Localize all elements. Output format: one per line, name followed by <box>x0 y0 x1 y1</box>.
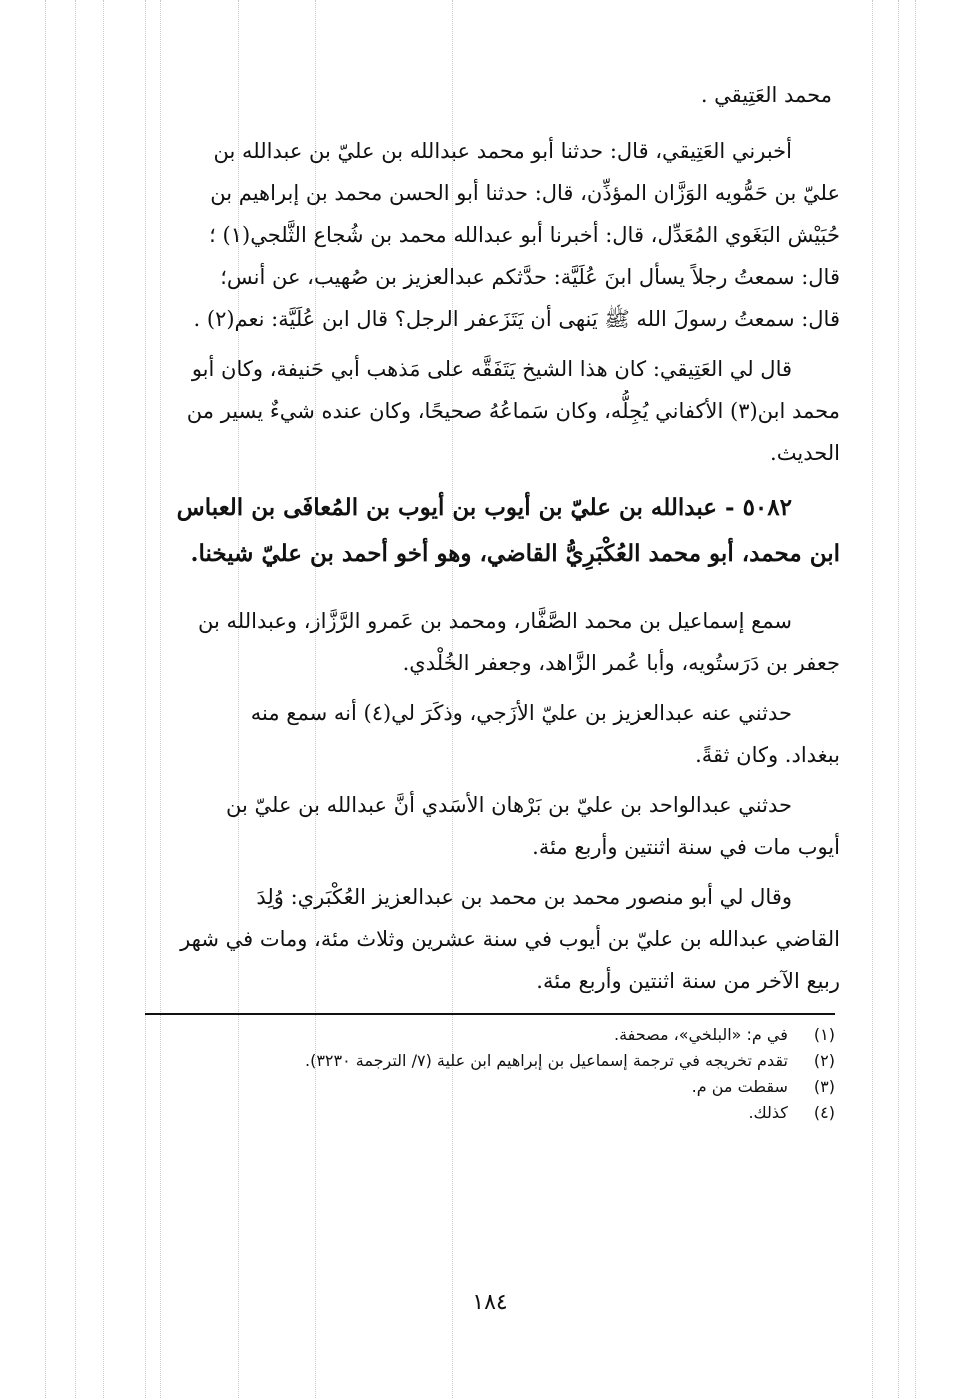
running-head: محمد العَتِيقي . <box>700 83 832 107</box>
scan-artifact-line <box>915 0 916 1398</box>
text-line: عليّ بن حَمُّويه الوَزَّان المؤذِّن، قال: حدثنا أبو الحسن محمد بن إبراهيم بن <box>210 181 840 205</box>
footnote-number: (١) <box>813 1025 835 1044</box>
text-line: قال: سمعتُ رسولَ الله ﷺ يَنهى أن يَتَزَعفر الرجل؟ قال ابن عُلَيَّة: نعم(٢) . <box>193 307 840 331</box>
footnote-text: كذلك. <box>748 1103 788 1122</box>
text-line: أخبرني العَتِيقي، قال: حدثنا أبو محمد عبدالله بن عليّ بن عبدالله بن <box>213 139 792 163</box>
text-line: أيوب مات في سنة اثنتين وأربع مئة. <box>532 835 840 859</box>
text-line: قال: سمعتُ رجلاً يسأل ابنَ عُلَيَّة: حدَّثكم عبدالعزيز بن صُهيب، عن أنس؛ <box>220 265 840 289</box>
text-line: سمع إسماعيل بن محمد الصَّفَّار، ومحمد بن عَمرو الرَّزَّاز، وعبدالله بن <box>198 609 792 633</box>
heading-line: ٥٠٨٢ - عبدالله بن عليّ بن أيوب بن أيوب بن المُعافَى بن العباس <box>176 494 792 521</box>
text-line: حدثني عنه عبدالعزيز بن عليّ الأزَجي، وذكَرَ لي(٤) أنه سمع منه <box>250 701 792 725</box>
page-number: ١٨٤ <box>472 1290 508 1315</box>
footnote-number: (٤) <box>813 1103 835 1122</box>
footnote <box>145 1074 835 1100</box>
footnote-number: (٢) <box>813 1051 835 1070</box>
scan-artifact-line <box>75 0 76 1398</box>
text-line: القاضي عبدالله بن عليّ بن أيوب في سنة عشرين وثلاث مئة، ومات في شهر <box>180 927 840 951</box>
footnote-number: (٣) <box>813 1077 835 1096</box>
paragraph-teachers <box>145 600 840 684</box>
heading-line: ابن محمد، أبو محمد العُكْبَرِيُّ القاضي، وهو أخو أحمد بن عليّ شيخنا. <box>190 540 840 567</box>
scan-artifact-line <box>103 0 104 1398</box>
text-line: محمد ابن(٣) الأكفاني يُجِلُّه، وكان سَماعُهُ صحيحًا، وكان عنده شيءٌ يسير من <box>186 399 840 423</box>
footnote <box>145 1100 835 1126</box>
paragraph-narration <box>145 130 840 340</box>
footnote-separator <box>145 1013 835 1015</box>
footnote-text: سقطت من م. <box>691 1077 788 1096</box>
footnotes <box>145 1022 835 1126</box>
footnote <box>145 1022 835 1048</box>
footnote <box>145 1048 835 1074</box>
paragraph-death <box>145 784 840 868</box>
scan-artifact-line <box>898 0 899 1398</box>
paragraph-students <box>145 692 840 776</box>
text-line: حدثني عبدالواحد بن عليّ بن بَرْهان الأسَدي أنَّ عبدالله بن عليّ بن <box>225 793 792 817</box>
text-line: الحديث. <box>770 441 840 465</box>
footnote-text: في م: «البلخي»، مصحفة. <box>613 1025 788 1044</box>
text-line: وقال لي أبو منصور محمد بن محمد بن عبدالعزيز العُكْبَري: وُلِدَ <box>256 885 792 909</box>
text-line: قال لي العَتِيقي: كان هذا الشيخ يَتَفَقَّه على مَذهب أبي حَنيفة، وكان أبو <box>191 357 792 381</box>
text-line: جعفر بن دَرَستُويه، وأبا عُمر الزَّاهد، وجعفر الخُلْدي. <box>402 651 840 675</box>
paragraph-birth <box>145 876 840 1002</box>
footnote-text: تقدم تخريجه في ترجمة إسماعيل بن إبراهيم ابن علية (٧/ الترجمة ٣٢٣٠). <box>305 1051 788 1070</box>
text-line: ربيع الآخر من سنة اثنتين وأربع مئة. <box>536 969 840 993</box>
scan-artifact-line <box>872 0 873 1398</box>
scan-artifact-line <box>45 0 46 1398</box>
text-line: ببغداد. وكان ثقةً. <box>695 743 840 767</box>
paragraph-comment <box>145 348 840 474</box>
text-line: حُبَيْش البَغَوي المُعَدِّل، قال: أخبرنا أبو عبدالله محمد بن شُجاع الثَّلجي(١) ؛ <box>209 223 840 247</box>
entry-heading <box>145 485 840 577</box>
